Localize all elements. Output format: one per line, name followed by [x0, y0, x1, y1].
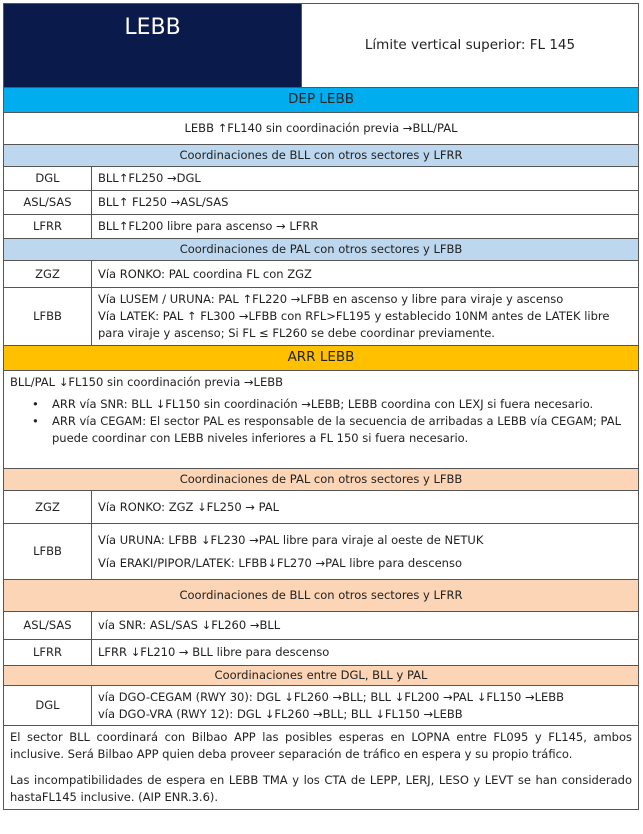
row-text-block — [92, 288, 638, 345]
arr-dgl-row — [4, 686, 638, 726]
dep-bll-row-asl — [4, 191, 638, 215]
dep-bll-row-dgl — [4, 167, 638, 191]
row-label: ZGZ — [4, 261, 92, 287]
row-line: Vía LATEK: PAL ↑ FL300 →LFBB con RFL>FL195 y establecido 10NM antes de LATEK libre para viraje y ascenso; Si FL ≤ FL260 se debe coordinar previamente. — [98, 309, 610, 340]
arr-bullets — [10, 396, 632, 447]
notes — [4, 726, 638, 809]
arr-bll-title: Coordinaciones de BLL con otros sectores y LFRR — [4, 580, 638, 612]
arr-pal-title: Coordinaciones de PAL con otros sectores y LFBB — [4, 469, 638, 491]
dep-pal-row-lfbb — [4, 288, 638, 346]
note-paragraph: El sector BLL coordinará con Bilbao APP las posibles esperas en LOPNA entre FL095 y FL145, ambos inclusive. Será Bilbao APP quien deba proveer separación de tráfico en espera y su propio tráfico. — [10, 730, 632, 761]
vertical-limit: Límite vertical superior: FL 145 — [364, 36, 576, 53]
dep-band: DEP LEBB — [4, 88, 638, 113]
row-label: LFRR — [4, 215, 92, 238]
dep-bll-title: Coordinaciones de BLL con otros sectores y LFRR — [4, 145, 638, 167]
dep-bll-row-lfrr — [4, 215, 638, 239]
row-label: DGL — [4, 686, 92, 725]
row-text-block — [92, 686, 638, 725]
row-line: Vía LUSEM / URUNA: PAL ↑FL220 →LFBB en ascenso y libre para viraje y ascenso — [98, 292, 564, 307]
row-label: ASL/SAS — [4, 191, 92, 214]
row-text-block — [92, 524, 638, 579]
row-label: LFBB — [4, 288, 92, 345]
row-label: DGL — [4, 167, 92, 190]
row-label: LFBB — [4, 524, 92, 579]
row-line: Vía ERAKI/PIPOR/LATEK: LFBB↓FL270 →PAL libre para descenso — [98, 555, 462, 570]
arr-general-block — [4, 371, 638, 469]
bullet-icon: • — [32, 414, 39, 429]
list-item: • ARR vía SNR: BLL ↓FL150 sin coordinación →LEBB; LEBB coordina con LEXJ si fuera necesario. — [32, 396, 594, 411]
list-item: • ARR vía CEGAM: El sector PAL es responsable de la secuencia de arribadas a LEBB vía CEGAM; PAL puede coordinar con LEBB niveles inferiores a FL 150 si fuera necesario. — [32, 414, 622, 446]
row-text: BLL↑ FL250 →ASL/SAS — [98, 195, 229, 210]
dep-general: LEBB ↑FL140 sin coordinación previa →BLL/PAL — [4, 113, 638, 145]
row-line: Vía URUNA: LFBB ↓FL230 →PAL libre para viraje al oeste de NETUK — [98, 532, 484, 547]
row-text: LFRR ↓FL210 → BLL libre para descenso — [98, 645, 330, 660]
notes-row — [4, 726, 638, 809]
sector-sheet — [3, 3, 639, 810]
row-text: Vía RONKO: ZGZ ↓FL250 → PAL — [98, 499, 280, 514]
arr-pal-row-zgz — [4, 491, 638, 524]
sector-title: LEBB — [4, 4, 302, 87]
row-text: BLL↑FL200 libre para ascenso → LFRR — [98, 219, 319, 234]
row-label: LFRR — [4, 640, 92, 665]
arr-pal-row-lfbb — [4, 524, 638, 580]
note-paragraph: Las incompatibilidades de espera en LEBB TMA y los CTA de LEPP, LERJ, LESO y LEVT se han considerado hastaFL145 inclusive. (AIP ENR.3.6). — [10, 773, 632, 805]
row-label: ZGZ — [4, 491, 92, 523]
arr-general-text: BLL/PAL ↓FL150 sin coordinación previa →LEBB — [10, 375, 283, 389]
row-line: vía DGO-VRA (RWY 12): DGL ↓FL260 →BLL; BLL ↓FL150 →LEBB — [98, 706, 463, 721]
arr-general — [4, 371, 638, 468]
dep-pal-row-zgz — [4, 261, 638, 288]
dep-pal-title: Coordinaciones de PAL con otros sectores y LFBB — [4, 239, 638, 261]
row-line: vía DGO-CEGAM (RWY 30): DGL ↓FL260 →BLL; BLL ↓FL200 →PAL ↓FL150 →LEBB — [98, 689, 565, 704]
arr-bll-row-asl — [4, 612, 638, 640]
arr-band: ARR LEBB — [4, 346, 638, 371]
arr-bll-row-lfrr — [4, 640, 638, 666]
row-text: vía SNR: ASL/SAS ↓FL260 →BLL — [98, 618, 281, 633]
bullet-icon: • — [32, 396, 39, 411]
row-label: ASL/SAS — [4, 612, 92, 639]
row-text: Vía RONKO: PAL coordina FL con ZGZ — [98, 266, 312, 281]
arr-dgl-title: Coordinaciones entre DGL, BLL y PAL — [4, 666, 638, 686]
header-row — [4, 4, 638, 88]
row-text: BLL↑FL250 →DGL — [98, 171, 201, 186]
